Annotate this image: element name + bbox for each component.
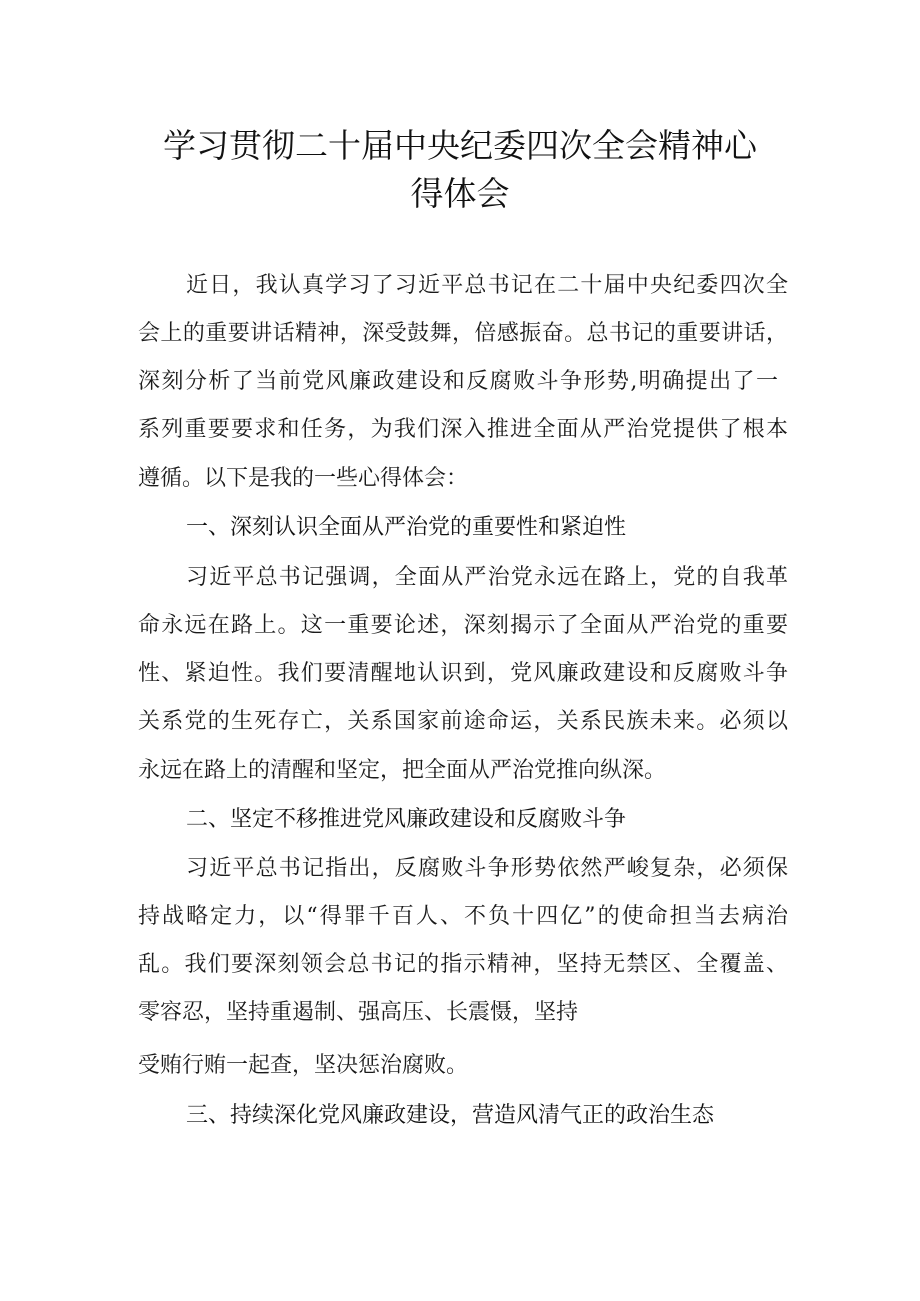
intro-line-4: 系列重要要求和任务，为我们深入推进全面从严治党提供了根本	[138, 417, 788, 442]
section-2-line-1: 习近平总书记指出，反腐败斗争形势依然严峻复杂，必须保	[186, 856, 788, 881]
document-title-line-1: 学习贯彻二十届中央纪委四次全会精神心	[163, 126, 757, 165]
section-1-line-3: 性、紧迫性。我们要清醒地认识到，党风廉政建设和反腐败斗争	[138, 661, 788, 686]
section-2-line-2: 持战略定力，以“得罪千百人、不负十四亿”的使命担当去病治	[138, 904, 788, 929]
intro-line-3: 深刻分析了当前党风廉政建设和反腐败斗争形势,明确提出了一	[138, 369, 778, 394]
section-2-line-4: 零容忍，坚持重遏制、强高压、长震慑，坚持	[138, 1000, 579, 1025]
section-1-line-5: 永远在路上的清醒和坚定，把全面从严治党推向纵深。	[138, 758, 667, 783]
intro-line-1: 近日，我认真学习了习近平总书记在二十届中央纪委四次全	[186, 273, 788, 298]
section-1-line-4: 关系党的生死存亡，关系国家前途命运，关系民族未来。必须以	[138, 709, 788, 734]
section-2-line-5: 受贿行贿一起查，坚决惩治腐败。	[138, 1053, 469, 1078]
intro-line-2: 会上的重要讲话精神，深受鼓舞，倍感振奋。总书记的重要讲话，	[138, 321, 788, 346]
document-title-line-2: 得体会	[410, 174, 510, 213]
section-1-line-2: 命永远在路上。这一重要论述，深刻揭示了全面从严治党的重要	[138, 613, 788, 638]
section-2-heading: 二、坚定不移推进党风廉政建设和反腐败斗争	[186, 807, 627, 832]
section-1-line-1: 习近平总书记强调，全面从严治党永远在路上，党的自我革	[186, 565, 788, 590]
section-1-heading: 一、深刻认识全面从严治党的重要性和紧迫性	[186, 515, 627, 540]
section-3-heading: 三、持续深化党风廉政建设，营造风清气正的政治生态	[186, 1103, 715, 1128]
section-2-line-3: 乱。我们要深刻领会总书记的指示精神，坚持无禁区、全覆盖、	[138, 952, 788, 977]
intro-line-5: 遵循。以下是我的一些心得体会：	[138, 466, 469, 491]
